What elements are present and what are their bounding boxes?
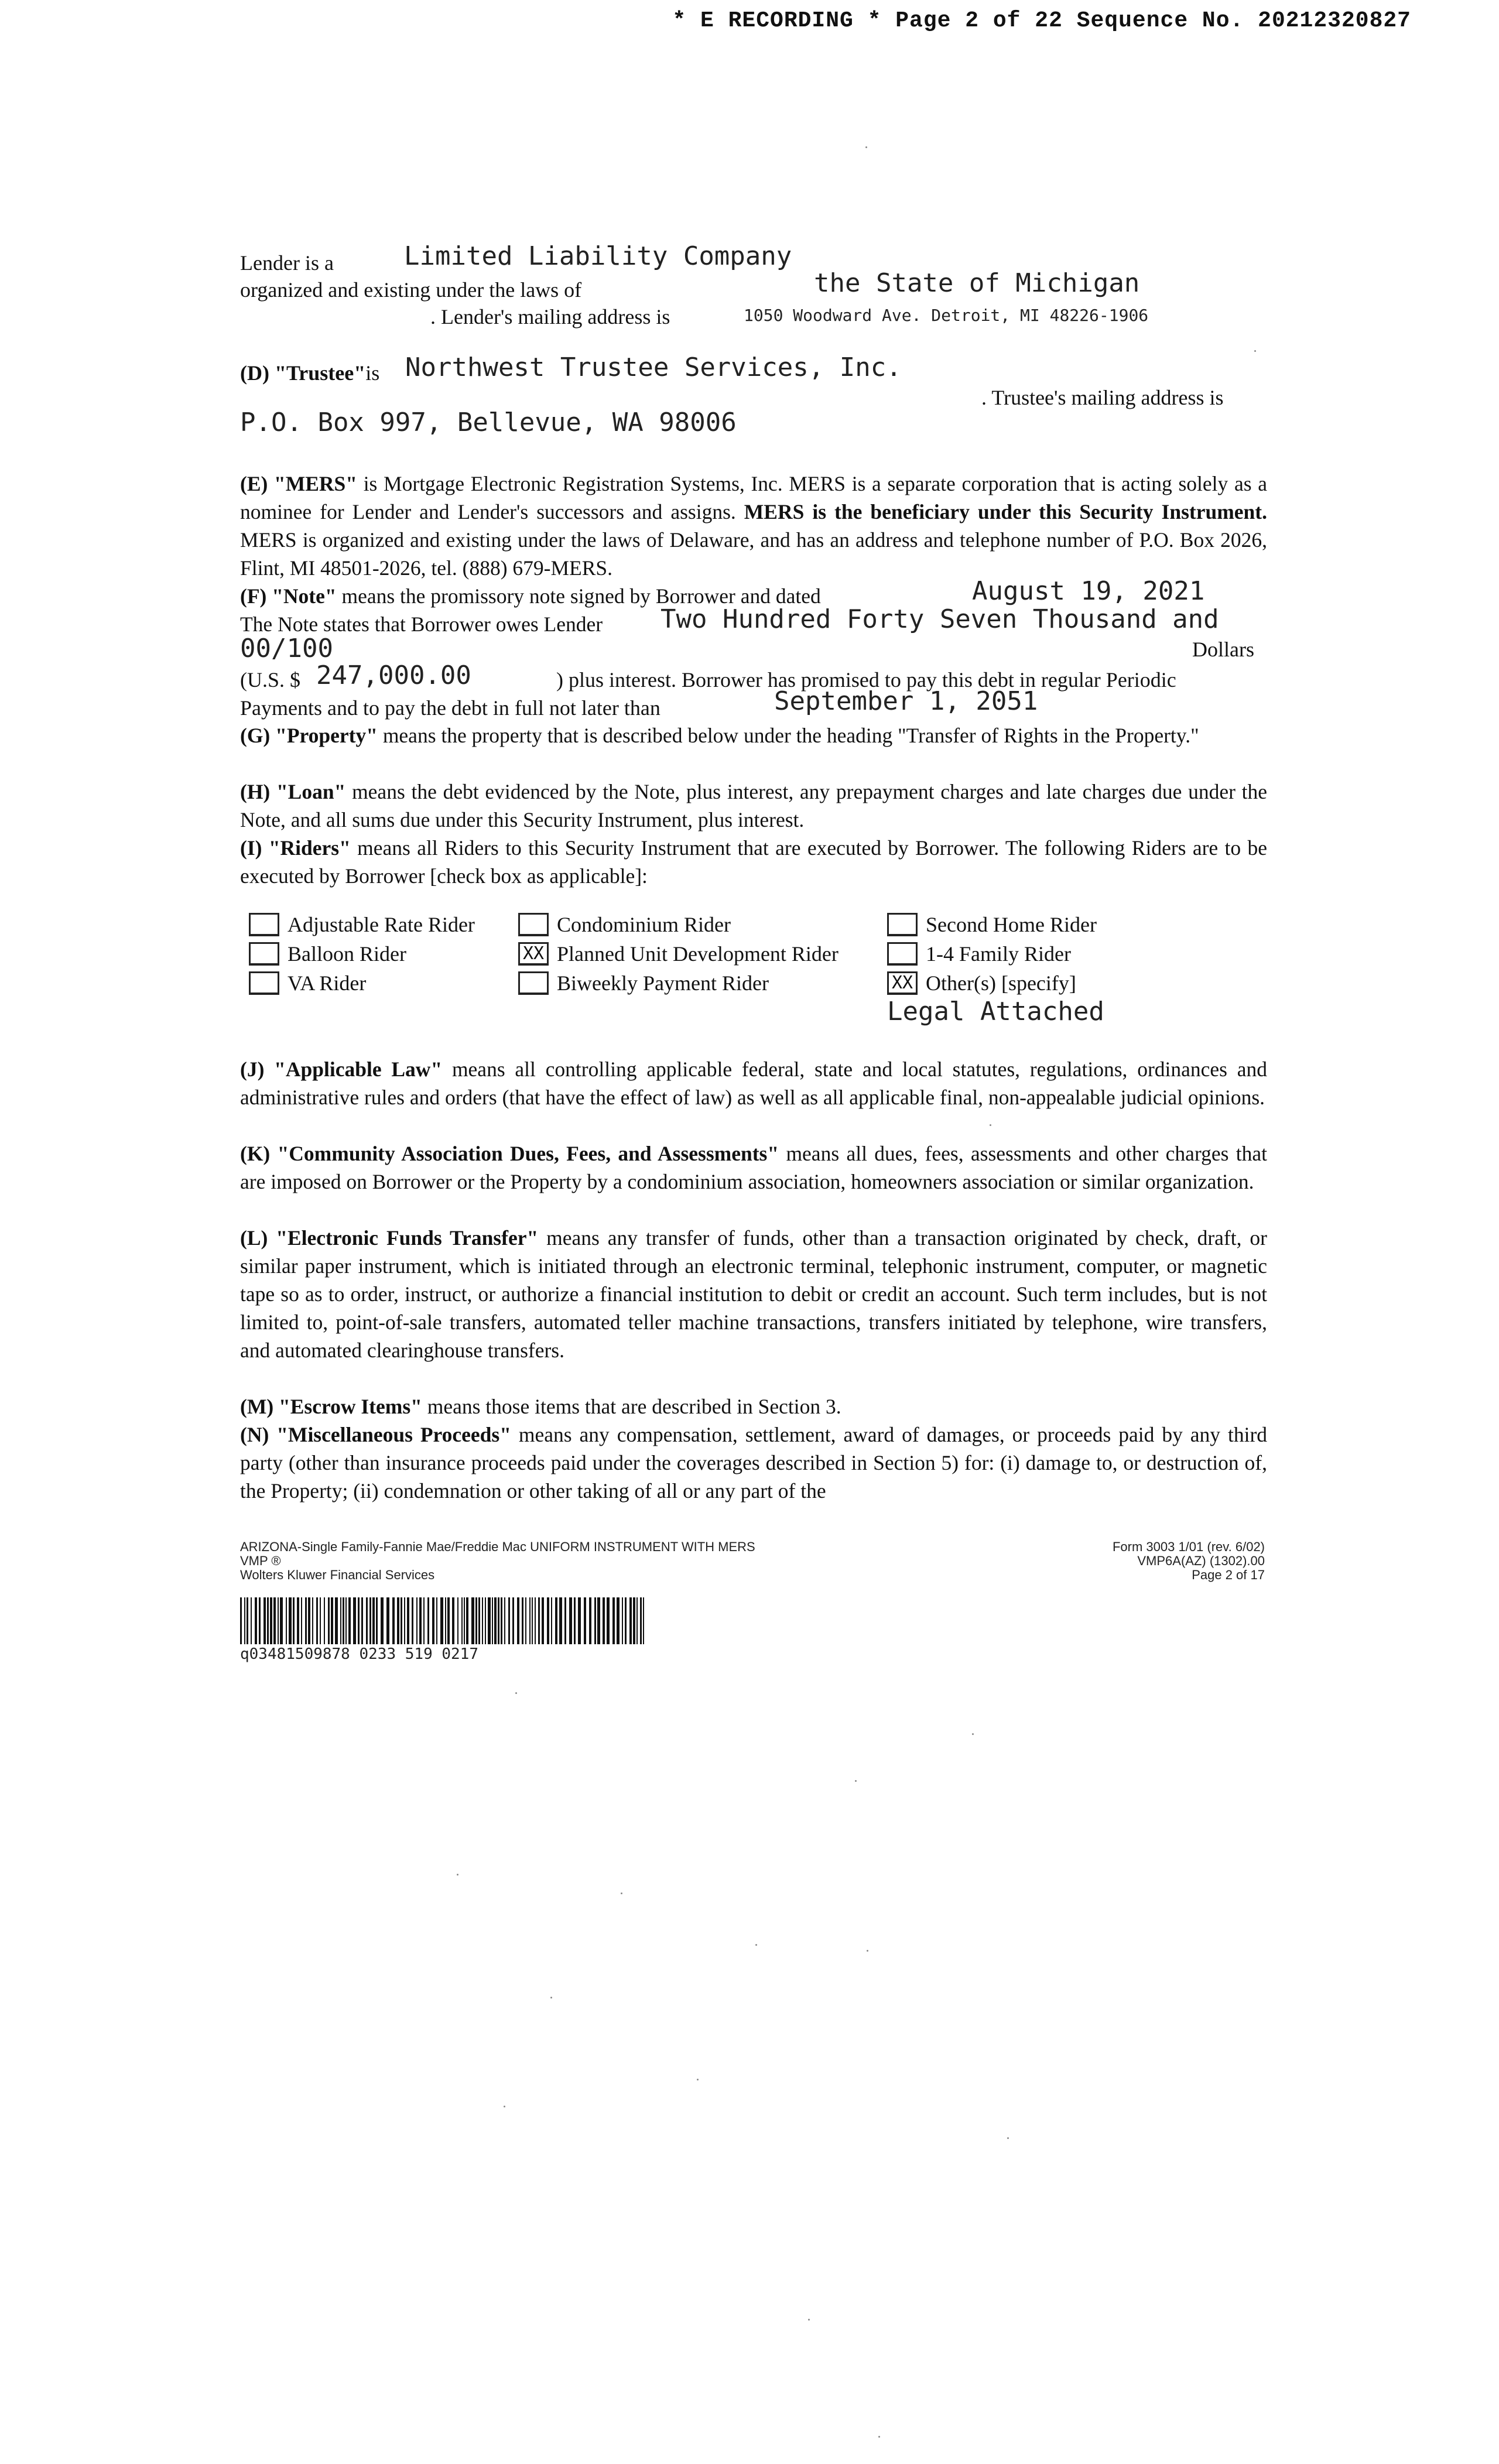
- barcode-bar: [331, 1597, 333, 1644]
- barcode-bar: [301, 1597, 302, 1644]
- barcode-bar: [512, 1597, 514, 1644]
- rider-condominium[interactable]: Condominium Rider: [518, 912, 731, 937]
- mers-paragraph: (E) "MERS" is Mortgage Electronic Registration Systems, Inc. MERS is a separate corporation that is acting solely as a nominee for Lender and Lender's successors and assigns. MERS is the beneficiary under this Security Instrument. MERS is organized and existing under the laws of Delaware, and has an address and telephone number of P.O. Box 2026, Flint, MI 48501-2026, tel. (888) 679-MERS.: [240, 472, 1267, 580]
- barcode-bar: [427, 1597, 429, 1644]
- barcode-bar: [578, 1597, 581, 1644]
- checkbox[interactable]: XX: [887, 971, 918, 995]
- barcode-bar: [501, 1597, 502, 1644]
- barcode-bar: [320, 1597, 321, 1644]
- barcode-bar: [535, 1597, 536, 1644]
- barcode-bar: [436, 1597, 437, 1644]
- organized-label: organized and existing under the laws of: [240, 278, 582, 302]
- barcode-bar: [508, 1597, 510, 1644]
- note-dollars: Dollars: [1192, 638, 1254, 661]
- note-line-1: (F) "Note" means the promissory note signed by Borrower and dated: [240, 584, 821, 608]
- barcode-bar: [569, 1597, 572, 1644]
- barcode-bar: [488, 1597, 491, 1644]
- barcode-bar: [612, 1597, 615, 1644]
- barcode-bar: [286, 1597, 287, 1644]
- riders-paragraph: (I) "Riders" means all Riders to this Security Instrument that are executed by Borrower. The following Riders are to be executed by Borrower [check box as applicable]:: [240, 836, 1267, 888]
- barcode-bar: [345, 1597, 347, 1644]
- barcode-bar: [259, 1597, 261, 1644]
- note-amount-words-2: 00/100: [240, 634, 333, 663]
- barcode-bar: [255, 1597, 257, 1644]
- lender-state: the State of Michigan: [814, 268, 1140, 298]
- barcode-bar: [555, 1597, 557, 1644]
- barcode-bar: [267, 1597, 269, 1644]
- barcode-bar: [293, 1597, 295, 1644]
- barcode-bar: [589, 1597, 591, 1644]
- note-us-label: (U.S. $: [240, 668, 301, 692]
- barcode-bar: [574, 1597, 576, 1644]
- barcode-bar: [343, 1597, 344, 1644]
- barcode-bar: [407, 1597, 409, 1644]
- barcode-bar: [263, 1597, 266, 1644]
- rider-adjustable-rate[interactable]: Adjustable Rate Rider: [249, 912, 475, 937]
- barcode-bar: [386, 1597, 389, 1644]
- barcode-bar: [366, 1597, 368, 1644]
- rider-biweekly-payment[interactable]: Biweekly Payment Rider: [518, 971, 769, 995]
- barcode-bar: [440, 1597, 443, 1644]
- rider-1-4-family[interactable]: 1-4 Family Rider: [887, 942, 1071, 966]
- footer-publisher: Wolters Kluwer Financial Services: [240, 1568, 435, 1582]
- rider-second-home[interactable]: Second Home Rider: [887, 912, 1097, 937]
- scan-speck: [855, 1780, 857, 1782]
- scan-speck: [457, 1874, 458, 1876]
- barcode-bar: [297, 1597, 299, 1644]
- barcode-bar: [392, 1597, 395, 1644]
- barcode-bar: [361, 1597, 363, 1644]
- rider-others[interactable]: XX Other(s) [specify]: [887, 971, 1076, 995]
- scan-speck: [515, 1692, 517, 1694]
- barcode-image: [240, 1597, 644, 1644]
- barcode-bar: [485, 1597, 486, 1644]
- barcode-bar: [247, 1597, 248, 1644]
- barcode-bar: [594, 1597, 596, 1644]
- note-date: August 19, 2021: [972, 576, 1205, 606]
- lender-mailing-address: 1050 Woodward Ave. Detroit, MI 48226-1906: [744, 306, 1149, 325]
- barcode-bar: [280, 1597, 283, 1644]
- barcode-bar: [423, 1597, 425, 1644]
- barcode-bar: [289, 1597, 292, 1644]
- barcode-bar: [547, 1597, 549, 1644]
- scan-speck: [865, 146, 867, 148]
- footer-form-number: [1113, 1540, 1265, 1582]
- barcode-number: q03481509878 0233 519 0217: [240, 1645, 478, 1663]
- note-amount: 247,000.00: [316, 661, 471, 690]
- barcode-bar: [278, 1597, 279, 1644]
- footer-form-info: [240, 1540, 755, 1582]
- barcode-bar: [412, 1597, 413, 1644]
- barcode-bar: [494, 1597, 497, 1644]
- scan-speck: [550, 1997, 552, 1998]
- scan-speck: [1254, 350, 1256, 352]
- scan-speck: [972, 1733, 974, 1735]
- barcode-bar: [529, 1597, 531, 1644]
- note-line-2: The Note states that Borrower owes Lender: [240, 612, 603, 636]
- footer-page-number: Page 2 of 17: [1192, 1568, 1265, 1582]
- scan-speck: [990, 1124, 991, 1126]
- barcode-bar: [335, 1597, 338, 1644]
- barcode-bar: [353, 1597, 356, 1644]
- barcode-bar: [617, 1597, 620, 1644]
- barcode-bar: [369, 1597, 371, 1644]
- scan-speck: [755, 1944, 757, 1946]
- barcode-bar: [633, 1597, 635, 1644]
- barcode-bar: [445, 1597, 446, 1644]
- barcode-bar: [625, 1597, 627, 1644]
- loan-paragraph: (H) "Loan" means the debt evidenced by the Note, plus interest, any prepayment charges and late charges due under the Note, and all sums due under this Security Instrument, plus interest.: [240, 780, 1268, 831]
- footer-vmp: VMP ®: [240, 1553, 281, 1568]
- barcode-bar: [522, 1597, 523, 1644]
- scan-speck: [1007, 2137, 1009, 2139]
- barcode-bar: [532, 1597, 533, 1644]
- barcode-bar: [471, 1597, 474, 1644]
- barcode-bar: [401, 1597, 402, 1644]
- lender-type: Limited Liability Company: [404, 241, 792, 271]
- footer-form-rev: Form 3003 1/01 (rev. 6/02): [1112, 1539, 1265, 1554]
- barcode-bar: [622, 1597, 623, 1644]
- checkbox[interactable]: [249, 971, 279, 995]
- misc-proceeds-paragraph: (N) "Miscellaneous Proceeds" means any compensation, settlement, award of damages, or proceeds paid by any third party (other than insurance proceeds paid under the coverages described in Section 5) for: (i) damage to, or destruction of, the Property; (ii) condemnation or other taking of all or any part of the: [240, 1423, 1268, 1503]
- rider-va[interactable]: VA Rider: [249, 971, 366, 995]
- barcode-bar: [559, 1597, 562, 1644]
- note-line-3: ) plus interest. Borrower has promised to pay this debt in regular Periodic: [556, 668, 1176, 692]
- barcode-bar: [452, 1597, 454, 1644]
- barcode-bar: [498, 1597, 499, 1644]
- barcode-bar: [312, 1597, 313, 1644]
- trustee-name: Northwest Trustee Services, Inc.: [405, 353, 902, 382]
- footer-form-title: ARIZONA-Single Family-Fannie Mae/Freddie Mac UNIFORM INSTRUMENT WITH MERS: [240, 1539, 755, 1554]
- barcode-bar: [597, 1597, 600, 1644]
- barcode-bar: [564, 1597, 566, 1644]
- barcode-bar: [636, 1597, 638, 1644]
- barcode-bar: [517, 1597, 519, 1644]
- scan-speck: [697, 2079, 699, 2080]
- trustee-mailing-label: . Trustee's mailing address is: [981, 386, 1224, 409]
- barcode-bar: [603, 1597, 605, 1644]
- barcode-bar: [316, 1597, 318, 1644]
- property-paragraph: (G) "Property" means the property that is described below under the heading "Transfer of Rights in the Property.": [240, 724, 1199, 747]
- barcode-bar: [607, 1597, 610, 1644]
- barcode-bar: [419, 1597, 422, 1644]
- escrow-items-paragraph: (M) "Escrow Items" means those items that are described in Section 3.: [240, 1395, 841, 1418]
- barcode-bar: [525, 1597, 526, 1644]
- barcode-bar: [308, 1597, 310, 1644]
- barcode-bar: [542, 1597, 544, 1644]
- lender-mailing-label: . Lender's mailing address is: [430, 305, 670, 328]
- trustee-address: P.O. Box 997, Bellevue, WA 98006: [240, 408, 737, 437]
- checkbox[interactable]: XX: [518, 942, 549, 966]
- barcode-bar: [551, 1597, 552, 1644]
- barcode-bar: [447, 1597, 450, 1644]
- scan-speck: [504, 2106, 505, 2107]
- barcode-bar: [464, 1597, 465, 1644]
- rider-planned-unit-development[interactable]: XX Planned Unit Development Rider: [518, 942, 839, 966]
- note-line-4: Payments and to pay the debt in full not later than: [240, 696, 660, 720]
- scan-speck: [808, 2319, 810, 2321]
- barcode-bar: [640, 1597, 642, 1644]
- riders-checklist: [249, 912, 1186, 1024]
- barcode-bar: [416, 1597, 417, 1644]
- barcode-bar: [244, 1597, 245, 1644]
- barcode-bar: [270, 1597, 272, 1644]
- barcode-bar: [492, 1597, 493, 1644]
- barcode-bar: [461, 1597, 463, 1644]
- barcode-bar: [348, 1597, 351, 1644]
- barcode-bar: [432, 1597, 434, 1644]
- barcode-bar: [358, 1597, 360, 1644]
- barcode-bar: [305, 1597, 307, 1644]
- barcode-bar: [372, 1597, 375, 1644]
- barcode-bar: [643, 1597, 644, 1644]
- barcode-bar: [251, 1597, 252, 1644]
- barcode-bar: [584, 1597, 586, 1644]
- barcode-bar: [340, 1597, 341, 1644]
- rider-balloon[interactable]: Balloon Rider: [249, 942, 406, 966]
- checkbox[interactable]: [249, 942, 279, 966]
- barcode-bar: [629, 1597, 632, 1644]
- recording-header-stamp: * E RECORDING * Page 2 of 22 Sequence No. 20212320827: [672, 8, 1411, 33]
- barcode-bar: [466, 1597, 468, 1644]
- barcode-bar: [482, 1597, 483, 1644]
- checkbox[interactable]: [887, 942, 918, 966]
- checkbox[interactable]: [249, 913, 279, 936]
- barcode-bar: [475, 1597, 477, 1644]
- barcode-bar: [457, 1597, 458, 1644]
- footer-vmp-code: VMP6A(AZ) (1302).00: [1137, 1553, 1265, 1568]
- scan-speck: [878, 2436, 880, 2438]
- barcode-bar: [376, 1597, 378, 1644]
- note-amount-words-1: Two Hundred Forty Seven Thousand and: [660, 604, 1219, 634]
- barcode-bar: [397, 1597, 399, 1644]
- barcode-bar: [504, 1597, 505, 1644]
- eft-paragraph: (L) "Electronic Funds Transfer" means any transfer of funds, other than a transaction originated by check, draft, or similar paper instrument, which is initiated through an electronic terminal, telephonic instrument, computer, or magnetic tape so as to order, instruct, or authorize a financial institution to debit or credit an account. Such term includes, but is not limited to, point-of-sale transfers, automated teller machine transactions, transfers initiated by telephone, wire transfers, and automated clearinghouse transfers.: [240, 1226, 1267, 1362]
- rider-other-specify: Legal Attached: [887, 997, 1104, 1026]
- note-maturity-date: September 1, 2051: [774, 686, 1038, 716]
- barcode-bar: [324, 1597, 325, 1644]
- barcode-bar: [538, 1597, 540, 1644]
- scan-speck: [621, 1893, 622, 1894]
- trustee-label: (D) "Trustee"is: [240, 361, 380, 385]
- checkbox[interactable]: [518, 971, 549, 995]
- scan-speck: [867, 1950, 868, 1952]
- barcode-bar: [478, 1597, 480, 1644]
- applicable-law-paragraph: (J) "Applicable Law" means all controlling applicable federal, state and local statutes, regulations, ordinances and administrative rules and orders (that have the effect of law) as well as all applicable final, non-appealable judicial opinions.: [240, 1058, 1267, 1109]
- barcode-bar: [328, 1597, 330, 1644]
- checkbox[interactable]: [518, 913, 549, 936]
- checkbox[interactable]: [887, 913, 918, 936]
- community-association-paragraph: (K) "Community Association Dues, Fees, and Assessments" means all dues, fees, assessments and other charges that are imposed on Borrower or the Property by a condominium association, homeowners association or similar organization.: [240, 1142, 1268, 1193]
- barcode-bar: [381, 1597, 384, 1644]
- barcode-bar: [273, 1597, 276, 1644]
- barcode-bar: [404, 1597, 405, 1644]
- barcode-bar: [240, 1597, 242, 1644]
- lender-is-label: Lender is a: [240, 251, 334, 275]
